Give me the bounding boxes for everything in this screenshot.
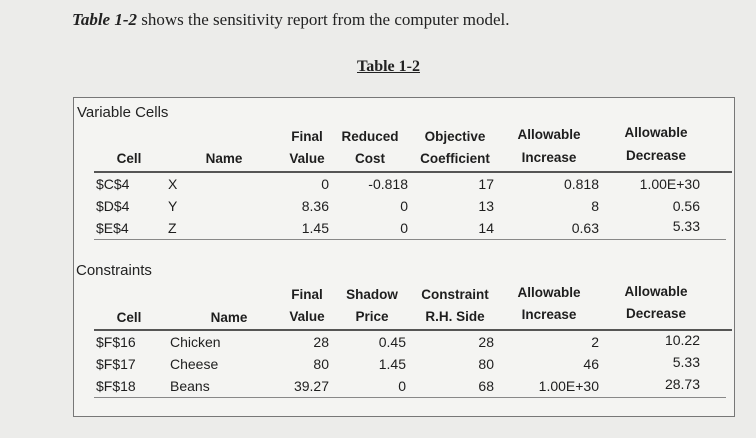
vc-header-increase-1: Allowable [517,127,581,142]
ct-header-final-1: Final [291,287,323,302]
ct-header-increase-2: Increase [521,307,577,322]
vc-header-decrease-2: Decrease [625,148,687,163]
ct-row-2-decrease: 5.33 [672,354,700,370]
vc-row-3-increase: 0.63 [571,220,599,236]
vc-header-final-1: Final [291,129,323,144]
vc-row-2-name: Y [168,198,178,214]
table-title: Table 1-2 [357,58,420,75]
vc-row-1-decrease: 1.00E+30 [639,176,700,192]
ct-row-2-name: Cheese [170,356,219,372]
ct-row-3-decrease: 28.73 [664,376,700,392]
ct-header-cell: Cell [116,310,142,325]
ct-row-1-decrease: 10.22 [664,332,700,348]
constraints-label: Constraints [76,262,152,279]
ct-row-2-shadow: 1.45 [378,356,406,372]
sensitivity-report [73,97,735,417]
ct-row-3-name: Beans [170,378,210,394]
ct-row-1-shadow: 0.45 [378,334,406,350]
vc-row-3-reduced: 0 [400,220,408,236]
ct-row-1-name: Chicken [170,334,221,350]
vc-row-2-increase: 8 [591,198,599,214]
ct-row-2-final: 80 [313,356,329,372]
vc-header-reduced-2: Cost [355,151,385,166]
vc-row-2-decrease: 0.56 [672,198,700,214]
vc-header-reduced-1: Reduced [341,129,399,144]
ct-row-2-increase: 46 [583,356,599,372]
variable-cells-label: Variable Cells [77,104,169,121]
vc-row-1-cell: $C$4 [96,176,130,192]
vc-header-name: Name [205,151,243,166]
ct-row-3-shadow: 0 [398,378,406,394]
vc-row-3-decrease: 5.33 [672,218,700,234]
vc-header-objective-1: Objective [424,129,486,144]
vc-header-final-2: Value [289,151,325,166]
ct-header-final-2: Value [289,309,325,324]
intro-text: shows the sensitivity report from the computer model. [137,10,510,29]
ct-row-3-rhs: 68 [478,378,494,394]
vc-header-increase-2: Increase [521,150,577,165]
ct-row-1-final: 28 [313,334,329,350]
vc-bottom-rule [94,239,726,240]
ct-row-3-final: 39.27 [293,378,329,394]
vc-row-2-final: 8.36 [301,198,329,214]
vc-row-2-reduced: 0 [400,198,408,214]
ct-row-2-cell: $F$17 [96,356,136,372]
vc-row-1-reduced: -0.818 [368,176,408,192]
vc-row-3-name: Z [168,220,177,236]
vc-row-2-objective: 13 [478,198,494,214]
vc-row-3-final: 1.45 [301,220,329,236]
vc-row-3-cell: $E$4 [96,220,129,236]
vc-header-cell: Cell [116,151,142,166]
vc-row-1-name: X [168,176,178,192]
ct-header-decrease-2: Decrease [625,306,687,321]
vc-header-objective-2: Coefficient [420,151,490,166]
vc-row-1-increase: 0.818 [563,176,599,192]
ct-header-name: Name [210,310,248,325]
ct-header-decrease-1: Allowable [624,284,688,299]
vc-row-1-objective: 17 [478,176,494,192]
ct-header-increase-1: Allowable [517,285,581,300]
ct-row-1-rhs: 28 [478,334,494,350]
ct-row-1-increase: 2 [591,334,599,350]
ct-header-rhs-1: Constraint [421,287,489,302]
ct-bottom-rule [94,397,726,398]
vc-row-2-cell: $D$4 [96,198,130,214]
intro-sentence [72,10,510,30]
vc-row-1-final: 0 [321,176,329,192]
ct-row-3-cell: $F$18 [96,378,136,394]
ct-header-shadow-2: Price [355,309,389,324]
intro-table-ref: Table 1-2 [72,10,138,29]
ct-row-3-increase: 1.00E+30 [538,378,599,394]
vc-row-3-objective: 14 [478,220,494,236]
ct-row-1-cell: $F$16 [96,334,136,350]
ct-row-2-rhs: 80 [478,356,494,372]
vc-header-decrease-1: Allowable [624,125,688,140]
ct-header-shadow-1: Shadow [346,287,398,302]
ct-header-rhs-2: R.H. Side [425,309,485,324]
